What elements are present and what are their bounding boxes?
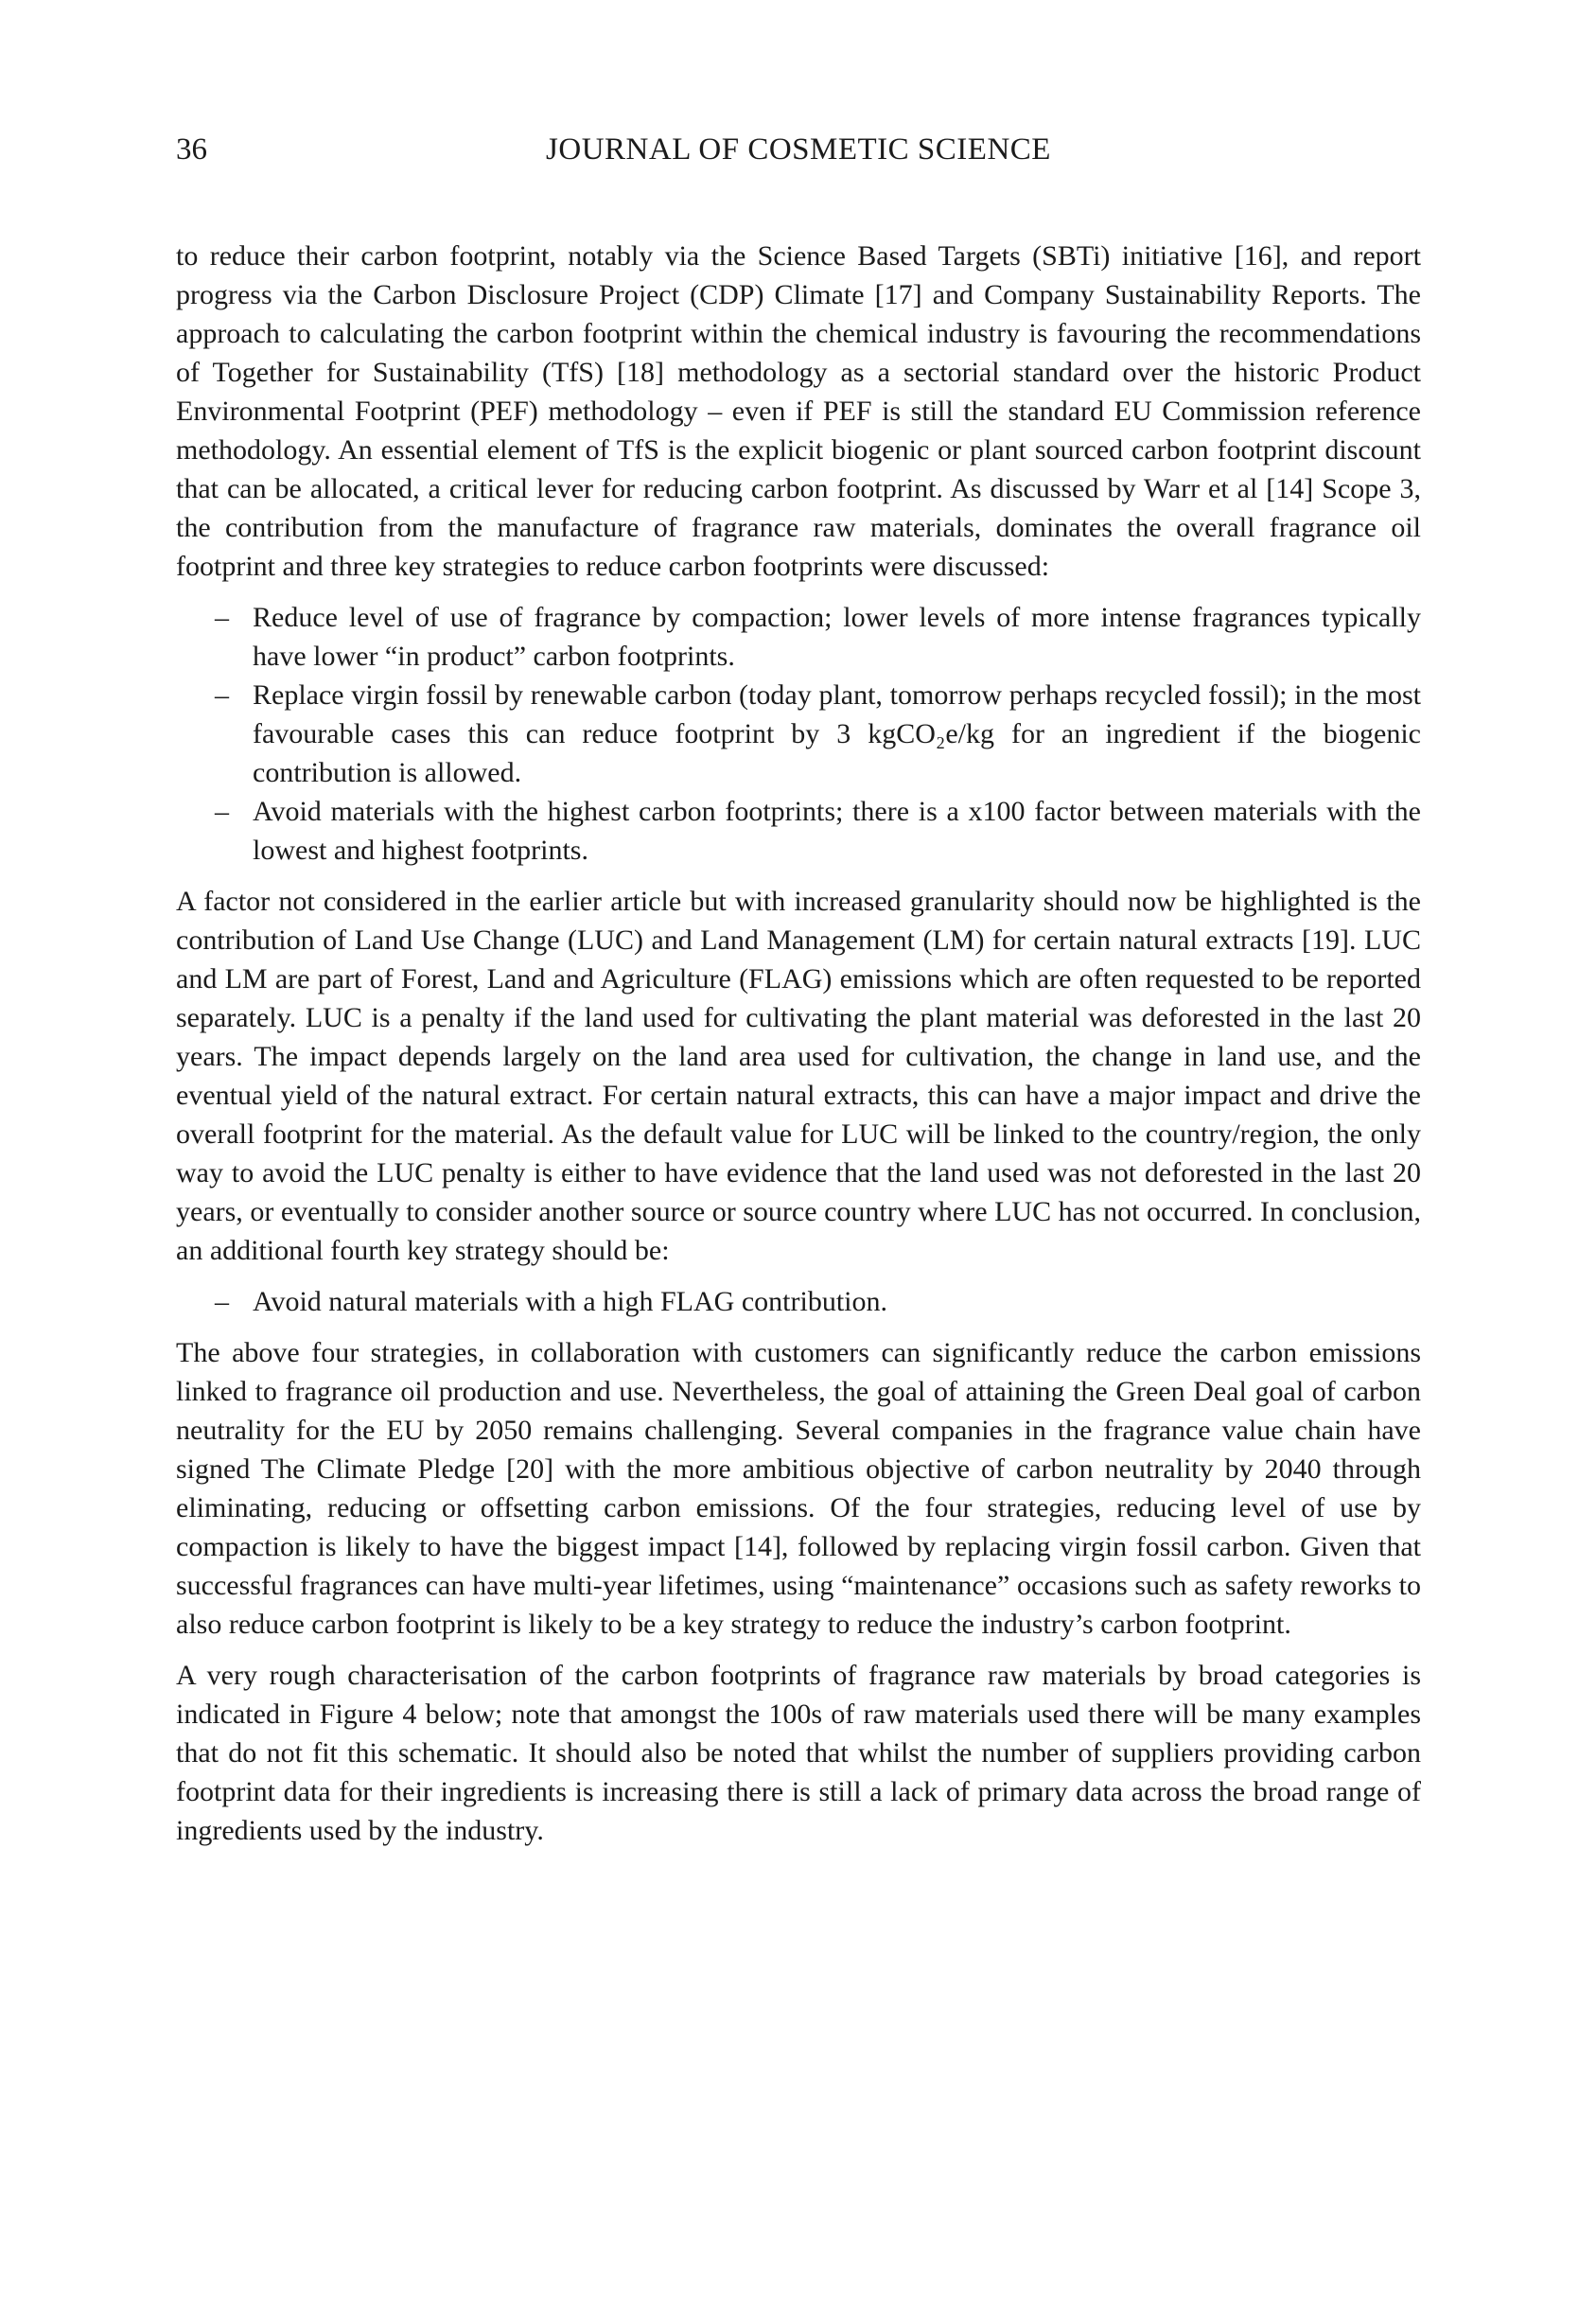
paragraph-four-strategies: The above four strategies, in collaboration with customers can significantly reduce the carbon emissions linked to fragrance oil production and use. Nevertheless, the goal of attaining the Green Deal goal of carbon neutrality for the EU by 2050 remains challenging. Several companies in the fragrance value chain have signed The Climate Pledge [20] with the more ambitious objective of carbon neutrality by 2040 through eliminating, reducing or offsetting carbon emissions. Of the four strategies, reducing level of use by compaction is likely to have the biggest impact [14], followed by replacing virgin fossil carbon. Given that successful fragrances can have multi-year lifetimes, using “maintenance” occasions such as safety reworks to also reduce carbon footprint is likely to be a key strategy to reduce the industry’s carbon footprint.	[176, 1337, 1421, 1640]
page-number: 36	[176, 132, 207, 167]
list-item	[176, 1282, 1421, 1321]
bullet-text: Replace virgin fossil by renewable carbon (today plant, tomorrow perhaps recycled fossil); in the most favourable cases this can reduce footprint by 3 kgCO₂e/kg for an ingredient if the biogenic contribution is allowed.	[253, 679, 1421, 788]
running-head	[0, 0, 1596, 170]
list-item	[176, 676, 1421, 792]
paragraph-characterisation: A very rough characterisation of the carbon footprints of fragrance raw materials by broad categories is indicated in Figure 4 below; note that amongst the 100s of raw materials used there will be many examples that do not fit this schematic. It should also be noted that whilst the number of suppliers providing carbon footprint data for their ingredients is increasing there is still a lack of primary data across the broad range of ingredients used by the industry.	[176, 1660, 1421, 1846]
article-body	[176, 237, 1421, 1850]
list-item	[176, 598, 1421, 676]
fourth-strategy-bullet-list	[176, 1282, 1421, 1321]
bullet-dash: –	[215, 796, 229, 827]
bullet-text: Avoid natural materials with a high FLAG contribution.	[253, 1286, 887, 1317]
list-item	[176, 792, 1421, 870]
paragraph-luc-flag: A factor not considered in the earlier article but with increased granularity should now be highlighted is the contribution of Land Use Change (LUC) and Land Management (LM) for certain natural extracts [19]. LUC and LM are part of Forest, Land and Agriculture (FLAG) emissions which are often requested to be reported separately. LUC is a penalty if the land used for cultivating the plant material was deforested in the last 20 years. The impact depends largely on the land area used for cultivation, the change in land use, and the eventual yield of the natural extract. For certain natural extracts, this can have a major impact and drive the overall footprint for the material. As the default value for LUC will be linked to the country/region, the only way to avoid the LUC penalty is either to have evidence that the land used was not deforested in the last 20 years, or eventually to consider another source or source country where LUC has not occurred. In conclusion, an additional fourth key strategy should be:	[176, 886, 1421, 1266]
bullet-text: Avoid materials with the highest carbon footprints; there is a x100 factor between materials with the lowest and highest footprints.	[253, 796, 1421, 866]
bullet-text: Reduce level of use of fragrance by compaction; lower levels of more intense fragrances typically have lower “in product” carbon footprints.	[253, 602, 1421, 672]
journal-title: JOURNAL OF COSMETIC SCIENCE	[546, 132, 1051, 167]
bullet-dash: –	[215, 679, 229, 711]
paragraph-carbon-footprint-intro: to reduce their carbon footprint, notably via the Science Based Targets (SBTi) initiative [16], and report progress via the Carbon Disclosure Project (CDP) Climate [17] and Company Sustainability Reports. The approach to calculating the carbon footprint within the chemical industry is favouring the recommendations of Together for Sustainability (TfS) [18] methodology as a sectorial standard over the historic Product Environmental Footprint (PEF) methodology – even if PEF is still the standard EU Commission reference methodology. An essential element of TfS is the explicit biogenic or plant sourced carbon footprint discount that can be allocated, a critical lever for reducing carbon footprint. As discussed by Warr et al [14] Scope 3, the contribution from the manufacture of fragrance raw materials, dominates the overall fragrance oil footprint and three key strategies to reduce carbon footprints were discussed:	[176, 240, 1421, 582]
bullet-dash: –	[215, 602, 229, 633]
strategies-bullet-list	[176, 598, 1421, 870]
bullet-dash: –	[215, 1286, 229, 1317]
